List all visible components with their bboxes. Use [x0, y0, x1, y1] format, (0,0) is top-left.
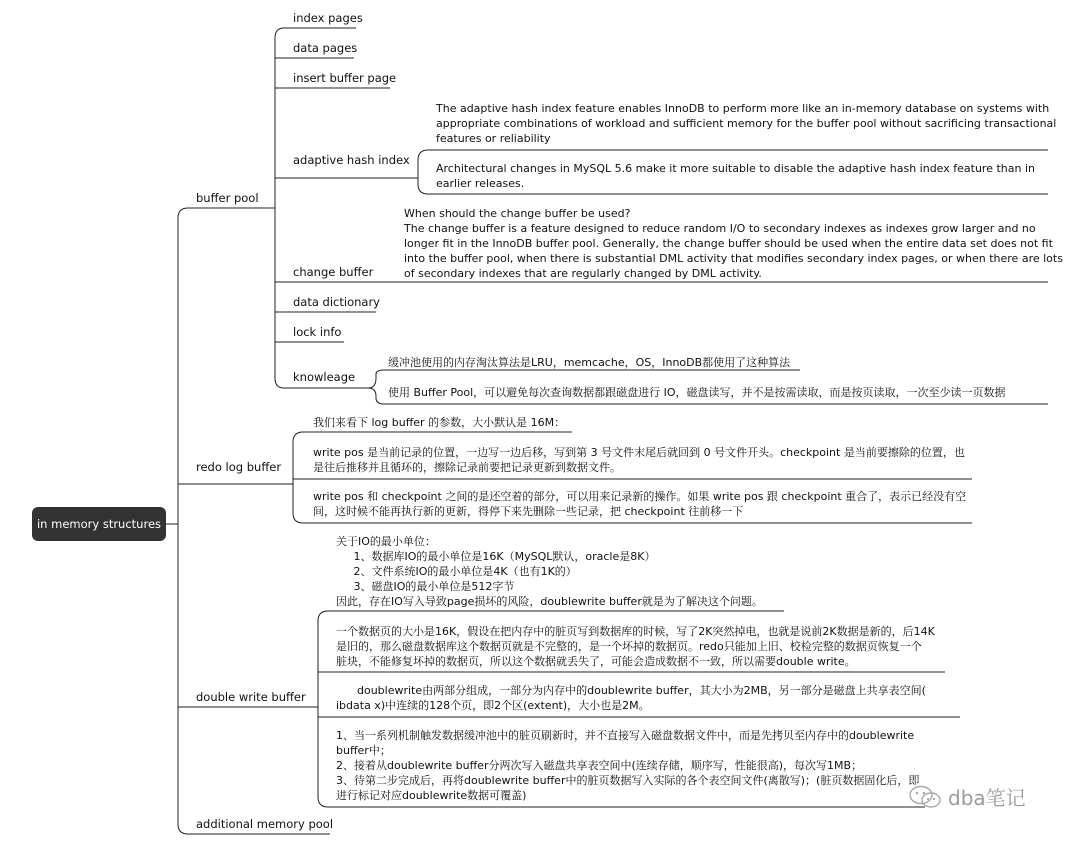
node-lock-info[interactable]: lock info — [293, 325, 342, 339]
dwb-note-4: 1、当一系列机制触发数据缓冲池中的脏页刷新时，并不直接写入磁盘数据文件中，而是先拷贝至内存中的doublewrite buffer中； 2、接着从doublewrite buffer分两次写入磁盘共享表空间中(连续存储，顺序写，性能很高)，每次写1MB； 3、待第二步完成后，再将doublewrite buffer中的脏页数据写入实际的各个表空间文件(离散写)；(脏页数据固化后，即 进行标记对应doublewrite数据可覆盖) — [336, 729, 920, 802]
root-node[interactable]: in memory structures — [32, 507, 166, 541]
dwb-note-1: 关于IO的最小单位： 1、数据库IO的最小单位是16K（MySQL默认，oracle是8K） 2、文件系统IO的最小单位是4K（也有1K的） 3、磁盘IO的最小单位是512字节 因此，存在IO写入导致page损坏的风险，doublewrite buffer就是为了解决这个问题。 — [336, 535, 763, 608]
node-data-dictionary[interactable]: data dictionary — [293, 295, 380, 309]
knowleage-note-2: 使用 Buffer Pool，可以避免每次查询数据都跟磁盘进行 IO，磁盘读写，并不是按需读取，而是按页读取，一次至少读一页数据 — [388, 386, 1006, 399]
redo-note-2: write pos 是当前记录的位置，一边写一边后移，写到第 3 号文件末尾后就回到 0 号文件开头。checkpoint 是当前要擦除的位置，也 是往后推移并且循环的，擦除记录前要把记录更新到数据文件。 — [313, 446, 965, 474]
branch-redo-log-buffer[interactable]: redo log buffer — [196, 460, 282, 474]
node-data-pages[interactable]: data pages — [293, 41, 358, 55]
watermark-text: dba笔记 — [948, 786, 1026, 810]
node-index-pages[interactable]: index pages — [293, 11, 363, 25]
wechat-icon — [908, 784, 942, 810]
dwb-note-3: doublewrite由两部分组成，一部分为内存中的doublewrite buffer，其大小为2MB，另一部分是磁盘上共享表空间( ibdata x)中连续的128个页，即2个区(extent)，大小也是2M。 — [336, 684, 926, 712]
redo-note-1: 我们来看下 log buffer 的参数，大小默认是 16M： — [313, 416, 566, 429]
node-insert-buffer-page[interactable]: insert buffer page — [293, 71, 397, 85]
redo-note-3: write pos 和 checkpoint 之间的是还空着的部分，可以用来记录新的操作。如果 write pos 跟 checkpoint 重合了，表示已经没有空 间，这时候不能再执行新的更新，得停下来先删除一些记录，把 checkpoint 往前移一下 — [313, 490, 967, 518]
node-change-buffer[interactable]: change buffer — [293, 265, 374, 279]
branch-double-write-buffer[interactable]: double write buffer — [196, 690, 306, 704]
knowleage-note-1: 缓冲池使用的内存淘汰算法是LRU，memcache，OS，InnoDB都使用了这种算法 — [388, 356, 791, 369]
change-buffer-note: When should the change buffer be used? The change buffer is a feature designed to reduce random I/O to secondary indexes as indexes grow larger and no longer fit in the InnoDB buffer pool. Generally, the change buffer should be used when the entire data set does not fit into the buffer pool, when there is substantial DML activity that modifies secondary index pages, or when there are lots of secondary indexes that are regularly changed by DML activity. — [404, 207, 1063, 280]
dwb-note-2: 一个数据页的大小是16K，假设在把内存中的脏页写到数据库的时候，写了2K突然掉电，也就是说前2K数据是新的，后14K 是旧的，那么磁盘数据库这个数据页就是不完整的，是一个坏掉的数据页。redo只能加上旧、校检完整的数据页恢复一个 脏块，不能修复坏掉的数据页，所以这个数据就丢失了，可能会造成数据不一致，所以需要double write。 — [336, 625, 935, 668]
ahi-note-1: The adaptive hash index feature enables InnoDB to perform more like an in-memory database on systems with appropriate combinations of workload and sufficient memory for the buffer pool without sacrificing transactional features or reliability — [436, 102, 1057, 145]
watermark — [908, 782, 1026, 811]
branch-additional-memory-pool[interactable]: additional memory pool — [196, 817, 334, 831]
ahi-note-2: Architectural changes in MySQL 5.6 make it more suitable to disable the adaptive hash index feature than in earlier releases. — [436, 162, 1035, 190]
node-adaptive-hash-index[interactable]: adaptive hash index — [293, 153, 410, 167]
branch-buffer-pool[interactable]: buffer pool — [196, 191, 259, 205]
node-knowleage[interactable]: knowleage — [293, 370, 356, 384]
